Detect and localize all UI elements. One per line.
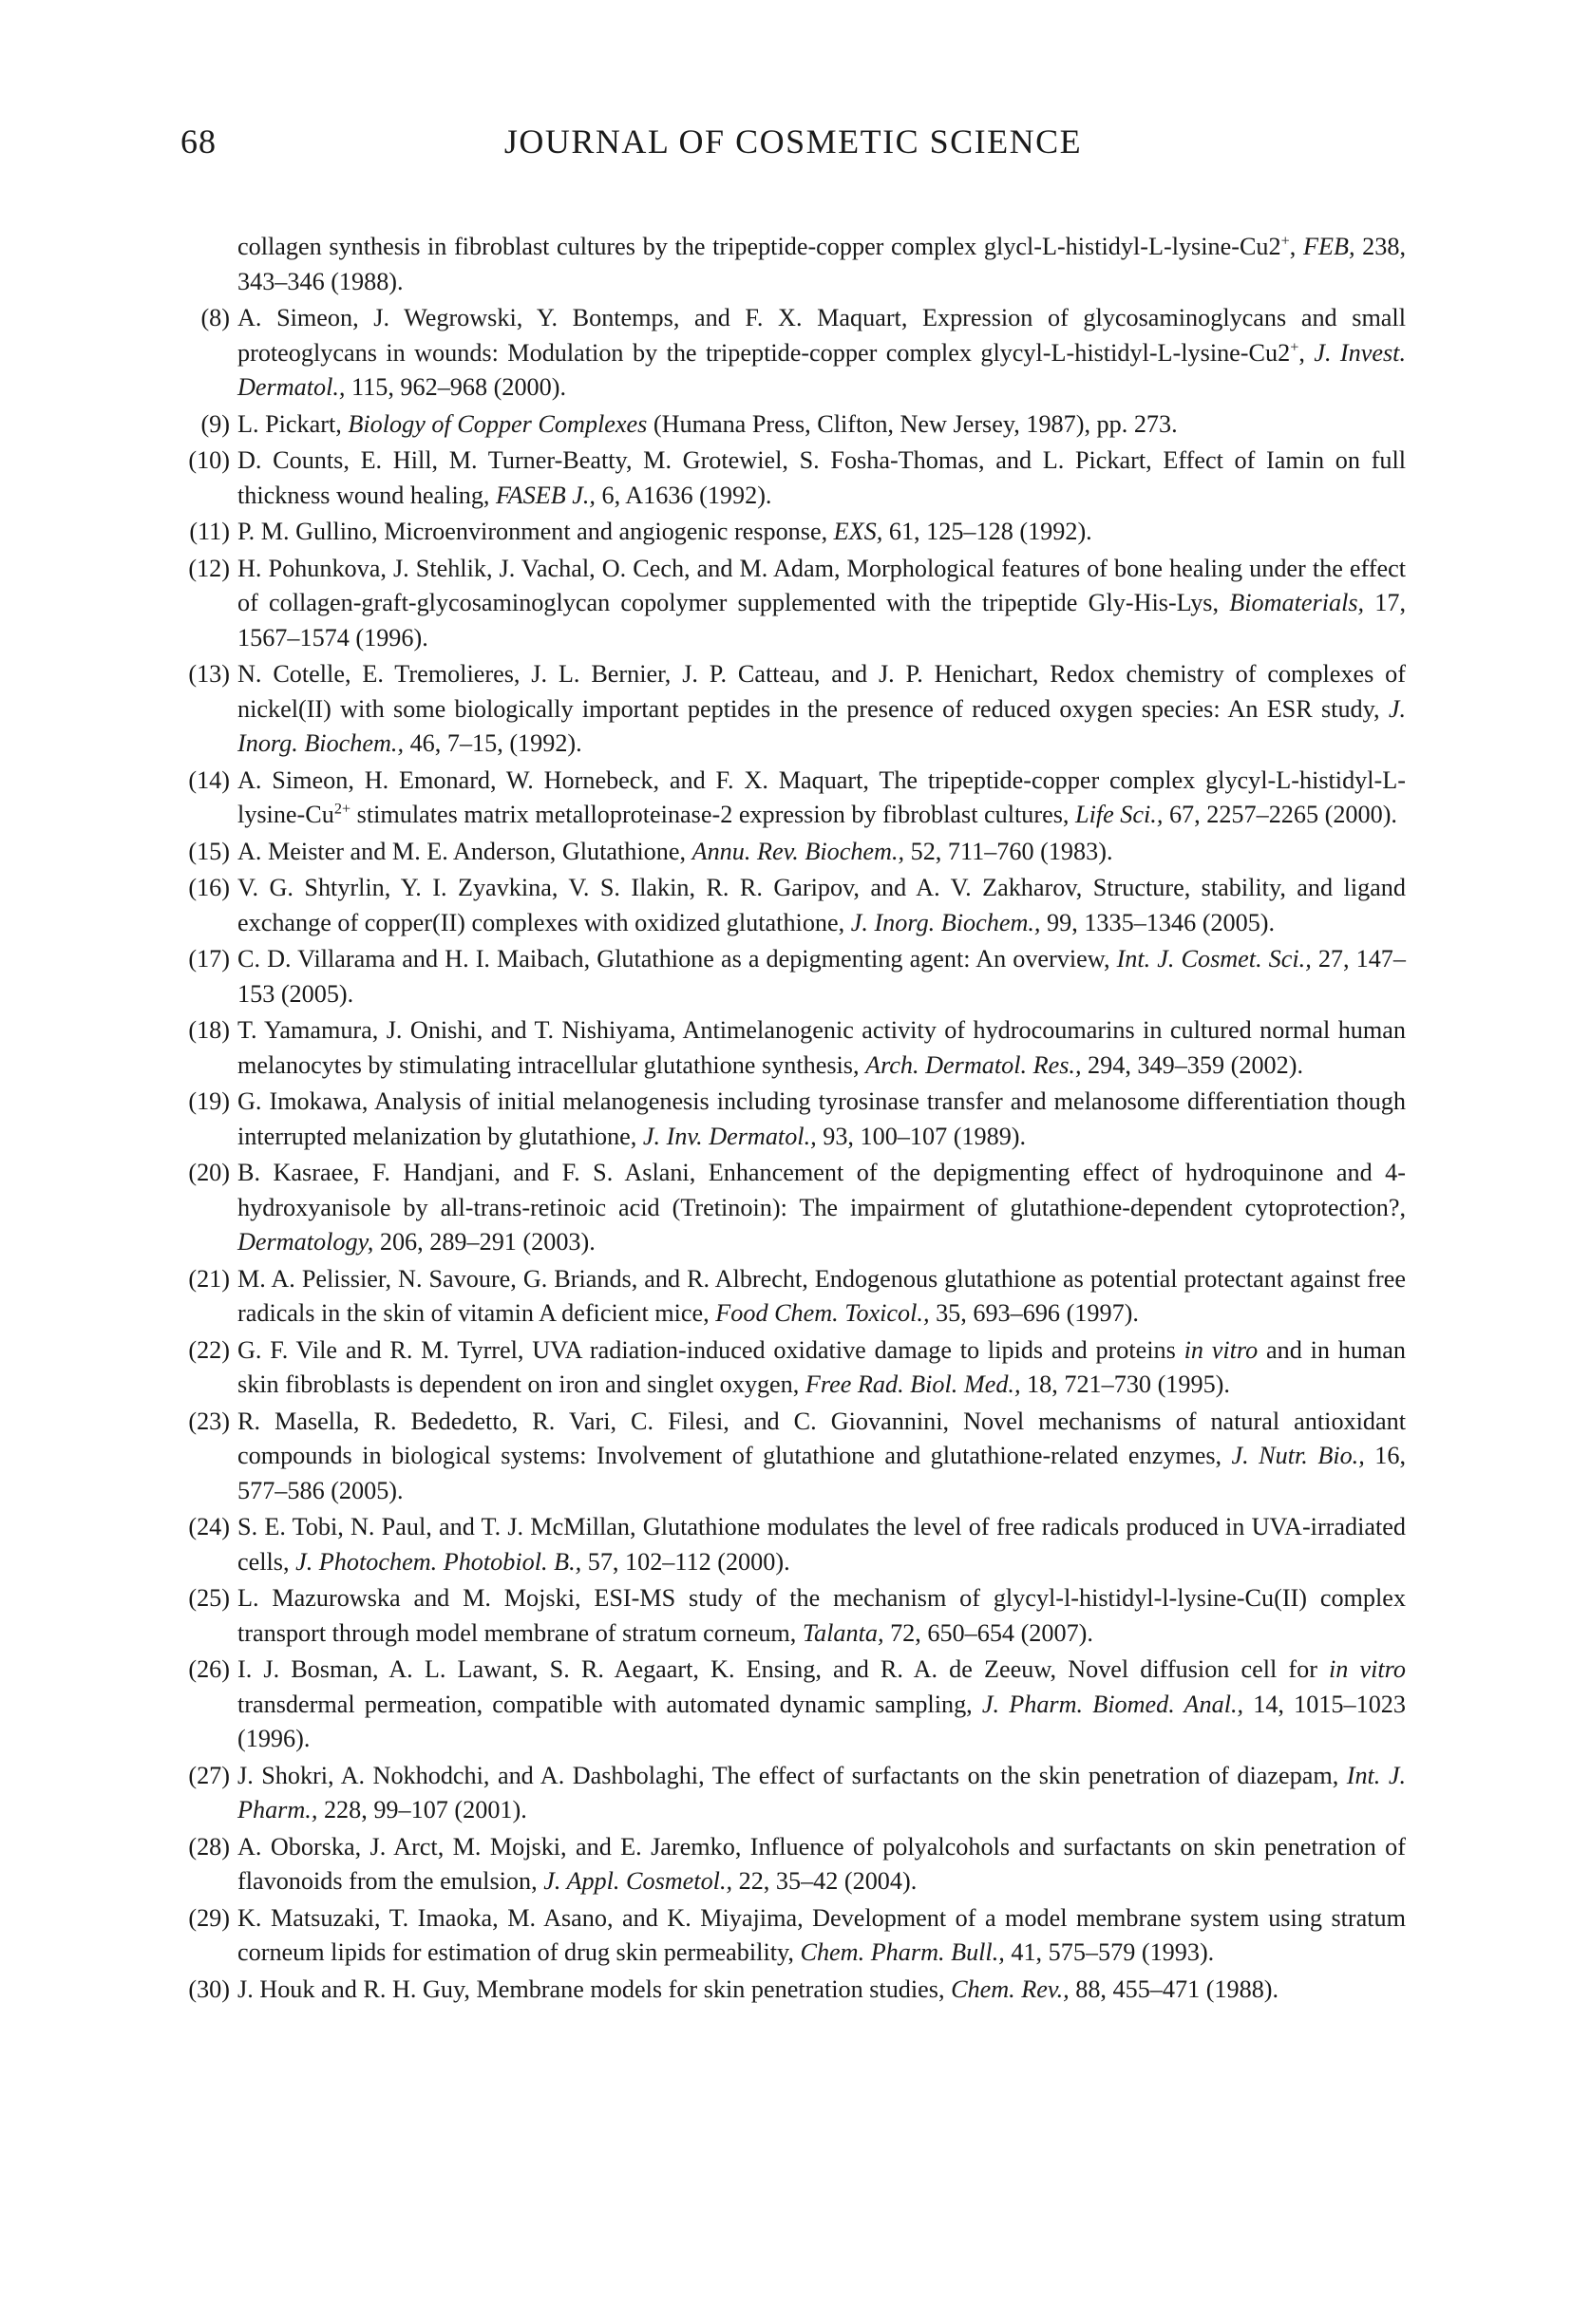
text-run: N. Cotelle, E. Tremolieres, J. L. Bernier, J. P. Catteau, and J. P. Henichart, Redox chemistry of complexes of nickel(II) with some biologically important peptides in the presence of reduced oxygen species: An ESR study, [237,660,1406,723]
italic-text: Annu. Rev. Biochem., [691,837,905,865]
reference-number: (24) [188,1513,230,1540]
text-run: H. Pohunkova, J. Stehlik, J. Vachal, O. Cech, and M. Adam, Morphological features of bone healing under the effect of collagen-graft-glycosaminoglycan copolymer supplemented with the tripeptide Gly-His-Lys, [237,554,1406,616]
reference-item [177,1973,1406,2008]
text-run: 57, 102–112 (2000). [581,1547,790,1576]
reference-number: (10) [188,446,230,474]
text-run: T. Yamamura, J. Onishi, and T. Nishiyama, Antimelanogenic activity of hydrocoumarins in cultured normal human melanocytes by stimulating intracellular glutathione synthesis, [237,1016,1406,1079]
reference-number: (17) [188,945,230,973]
text-run: 228, 99–107 (2001). [317,1796,527,1823]
text-run: K. Matsuzaki, T. Imaoka, M. Asano, and K. Miyajima, Development of a model membrane system using stratum corneum lipids for estimation of drug skin permeability, [237,1903,1406,1966]
text-run: I. J. Bosman, A. L. Lawant, S. R. Aegaart, K. Ensing, and R. A. de Zeeuw, Novel diffusion cell for [237,1655,1330,1683]
text-run: 99, 1335–1346 (2005). [1040,908,1276,936]
reference-number: (26) [188,1655,230,1683]
italic-text: Dermatology, [237,1228,374,1256]
italic-text: J. Appl. Cosmetol., [543,1867,733,1895]
reference-item [177,1510,1406,1579]
reference-number: (21) [188,1264,230,1293]
reference-item [177,407,1406,443]
text-run: B. Kasraee, F. Handjani, and F. S. Aslani, Enhancement of the depigmenting effect of hydroquinone and 4-hydroxyanisole by all-trans-retinoic acid (Tretinoin): The impairment of glutathione-dependent cytoprotection?, [237,1159,1406,1221]
reference-item [177,871,1406,940]
reference-item [177,1759,1406,1828]
reference-text [237,1085,1406,1154]
reference-text [237,1653,1406,1757]
reference-number: (15) [188,837,230,865]
reference-text [237,835,1406,870]
text-run: A. Simeon, H. Emonard, W. Hornebeck, and F. X. Maquart, The tripeptide-copper complex glycyl-L-histidyl-L-lysine-Cu [237,765,1406,828]
text-run: A. Meister and M. E. Anderson, Glutathione, [237,837,692,865]
reference-text [237,230,1406,299]
reference-number: (28) [188,1832,230,1861]
italic-text: J. Photochem. Photobiol. B., [295,1547,582,1576]
reference-number: (29) [188,1903,230,1932]
text-run: 115, 962–968 (2000). [345,373,567,401]
text-run: 88, 455–471 (1988). [1069,1974,1279,2003]
reference-item [177,301,1406,406]
reference-list [177,230,1406,2009]
reference-number: (18) [188,1016,230,1044]
text-run: 35, 693–696 (1997). [929,1299,1139,1327]
reference-item [177,1333,1406,1403]
text-run: L. Pickart, [237,409,349,438]
italic-text: in vitro [1184,1335,1259,1364]
reference-text [237,1013,1406,1083]
text-run: G. Imokawa, Analysis of initial melanogenesis including tyrosinase transfer and melanosome differentiation though interrupted melanization by glutathione, [237,1087,1406,1150]
reference-text [237,1901,1406,1971]
italic-text: Int. J. Cosmet. Sci., [1116,945,1312,973]
superscript: + [1280,232,1290,250]
journal-title: JOURNAL OF COSMETIC SCIENCE [503,123,1083,161]
text-run: 16, 577–586 (2005). [237,1442,1406,1504]
reference-text [237,871,1406,940]
text-run: 46, 7–15, (1992). [404,729,582,757]
text-run: 238, 343–346 (1988). [237,233,1407,295]
reference-text [237,764,1406,833]
italic-text: Biology of Copper Complexes [348,409,648,438]
reference-text [237,301,1406,406]
reference-number: (9) [200,409,230,438]
reference-number: (14) [188,765,230,794]
text-run: 18, 721–730 (1995). [1020,1370,1230,1398]
text-run: transdermal permeation, compatible with automated dynamic sampling, [237,1690,982,1718]
italic-text: Food Chem. Toxicol., [715,1299,930,1327]
reference-number: (30) [188,1974,230,2003]
reference-text [237,1581,1406,1651]
reference-number: (19) [188,1087,230,1115]
text-run: 22, 35–42 (2004). [732,1867,918,1895]
reference-item [177,1262,1406,1332]
italic-text: J. Pharm. Biomed. Anal., [981,1690,1244,1718]
reference-text [237,1759,1406,1828]
italic-text: Biomaterials, [1229,589,1365,616]
italic-text: J. Invest. Dermatol., [237,338,1407,401]
reference-number: (12) [188,554,230,582]
reference-item [177,1581,1406,1651]
text-run: 41, 575–579 (1993). [1004,1938,1215,1966]
text-run: 52, 711–760 (1983). [904,837,1113,865]
superscript: + [1290,337,1299,355]
text-run: 93, 100–107 (1989). [816,1122,1027,1150]
reference-item [177,942,1406,1011]
reference-item [177,764,1406,833]
italic-text: in vitro [1329,1655,1406,1683]
text-run: J. Houk and R. H. Guy, Membrane models for skin penetration studies, [237,1974,952,2003]
reference-text [237,1405,1406,1509]
reference-item [177,835,1406,870]
text-run: R. Masella, R. Bededetto, R. Vari, C. Filesi, and C. Giovannini, Novel mechanisms of natural antioxidant compounds in biological systems: Involvement of glutathione and glutathione-related enzymes, [237,1407,1406,1469]
reference-item [177,552,1406,656]
reference-item [177,1013,1406,1083]
italic-text: J. Nutr. Bio., [1231,1442,1365,1469]
reference-number: (22) [188,1335,230,1364]
reference-number: (13) [188,660,230,688]
text-run: collagen synthesis in fibroblast cultures by the tripeptide-copper complex glycl-L-histidyl-L-lysine-Cu2 [237,233,1281,260]
reference-text [237,1830,1406,1899]
italic-text: Arch. Dermatol. Res., [865,1050,1082,1079]
reference-item [177,657,1406,762]
reference-item [177,1653,1406,1757]
italic-text: Chem. Pharm. Bull., [800,1938,1005,1966]
superscript: 2+ [333,800,351,818]
reference-item [177,1830,1406,1899]
text-run: V. G. Shtyrlin, Y. I. Zyavkina, V. S. Ilakin, R. R. Garipov, and A. V. Zakharov, Structure, stability, and ligand exchange of copper(II) complexes with oxidized glutathione, [237,874,1406,936]
italic-text: Free Rad. Biol. Med., [805,1370,1021,1398]
reference-number: (27) [188,1761,230,1789]
reference-text [237,657,1406,762]
reference-item [177,1085,1406,1154]
italic-text: Chem. Rev., [951,1974,1070,2003]
text-run: 14, 1015–1023 (1996). [237,1690,1406,1752]
italic-text: FEB, [1302,233,1355,260]
italic-text: J. Inv. Dermatol., [642,1122,817,1150]
reference-text [237,1156,1406,1260]
reference-item [177,444,1406,513]
text-run: J. Shokri, A. Nokhodchi, and A. Dashbolaghi, The effect of surfactants on the skin penetration of diazepam, [237,1761,1347,1789]
page-number: 68 [180,123,217,161]
text-run: and in human skin fibroblasts is dependent on iron and singlet oxygen, [237,1335,1406,1398]
text-run: 61, 125–128 (1992). [882,518,1092,545]
reference-number: (25) [188,1584,230,1612]
italic-text: J. Inorg. Biochem., [237,694,1406,757]
reference-number: (23) [188,1407,230,1435]
text-run: C. D. Villarama and H. I. Maibach, Glutathione as a depigmenting agent: An overview, [237,945,1117,973]
text-run: A. Simeon, J. Wegrowski, Y. Bontemps, and F. X. Maquart, Expression of glycosaminoglycans and small proteoglycans in wounds: Modulation by the tripeptide-copper complex glycyl-L-histidyl-L-lysine-Cu2 [237,304,1406,367]
text-run: stimulates matrix metalloproteinase-2 expression by fibroblast cultures, [350,801,1076,828]
reference-text [237,515,1406,550]
reference-text [237,444,1406,513]
reference-number: (11) [189,518,230,545]
reference-item [177,1405,1406,1509]
italic-text: Life Sci., [1075,801,1164,828]
reference-number: (8) [200,304,230,331]
reference-text [237,407,1406,443]
reference-number: (20) [188,1159,230,1186]
reference-text [237,1973,1406,2008]
italic-text: Talanta, [802,1618,884,1647]
text-run: , [1298,338,1315,367]
text-run: (Humana Press, Clifton, New Jersey, 1987), pp. 273. [647,409,1178,438]
text-run: 206, 289–291 (2003). [373,1228,596,1256]
text-run: D. Counts, E. Hill, M. Turner-Beatty, M. Grotewiel, S. Fosha-Thomas, and L. Pickart, Effect of Iamin on full thickness wound healing, [237,446,1406,509]
text-run: 72, 650–654 (2007). [883,1618,1093,1647]
italic-text: FASEB J., [496,481,596,509]
reference-item [177,230,1406,299]
reference-item [177,1156,1406,1260]
italic-text: Int. J. Pharm., [237,1761,1406,1823]
reference-text [237,1510,1406,1579]
italic-text: EXS, [833,518,883,545]
text-run: G. F. Vile and R. M. Tyrrel, UVA radiation-induced oxidative damage to lipids and proteins [237,1335,1184,1364]
text-run: A. Oborska, J. Arct, M. Mojski, and E. Jaremko, Influence of polyalcohols and surfactants on skin penetration of flavonoids from the emulsion, [237,1832,1406,1895]
reference-number: (16) [188,874,230,901]
reference-text [237,552,1406,656]
text-run: , [1289,233,1303,260]
reference-item [177,515,1406,550]
reference-text [237,942,1406,1011]
text-run: 27, 147–153 (2005). [237,945,1406,1008]
text-run: S. E. Tobi, N. Paul, and T. J. McMillan, Glutathione modulates the level of free radicals produced in UVA-irradiated cells, [237,1513,1406,1576]
text-run: 17, 1567–1574 (1996). [237,589,1406,652]
text-run: L. Mazurowska and M. Mojski, ESI-MS study of the mechanism of glycyl-l-histidyl-l-lysine-Cu(II) complex transport through model membrane of stratum corneum, [237,1584,1406,1647]
text-run: M. A. Pelissier, N. Savoure, G. Briands, and R. Albrecht, Endogenous glutathione as potential protectant against free radicals in the skin of vitamin A deficient mice, [237,1264,1406,1327]
running-header [180,122,1406,169]
text-run: 67, 2257–2265 (2000). [1163,801,1397,828]
reference-text [237,1333,1406,1403]
text-run: 294, 349–359 (2002). [1081,1050,1303,1079]
italic-text: J. Inorg. Biochem., [850,908,1041,936]
reference-item [177,1901,1406,1971]
text-run: P. M. Gullino, Microenvironment and angiogenic response, [237,518,834,545]
text-run: 6, A1636 (1992). [595,481,772,509]
reference-text [237,1262,1406,1332]
